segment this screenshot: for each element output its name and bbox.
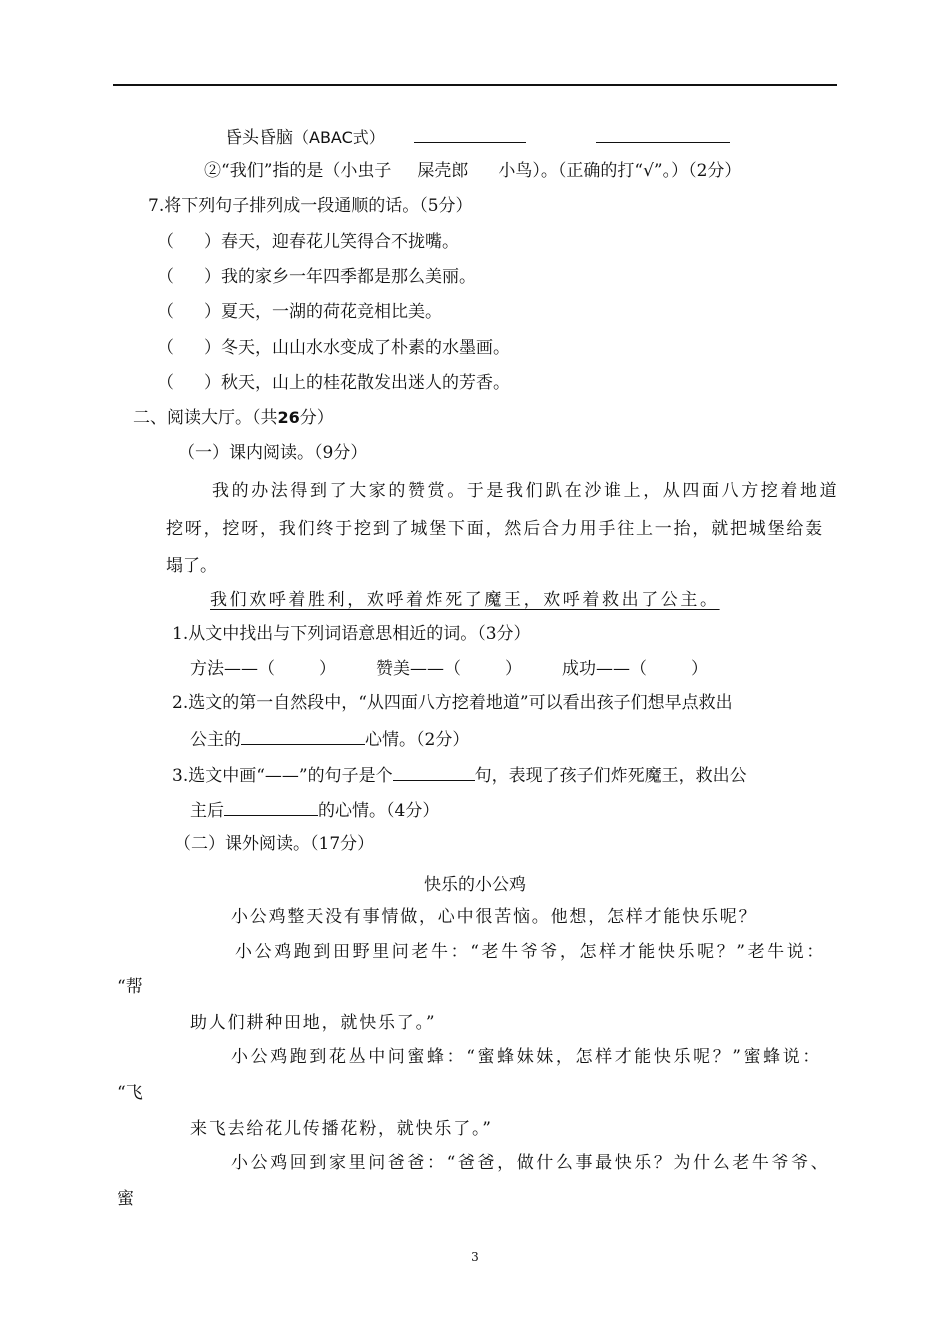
list-item: （ ）夏天，一湖的荷花竞相比美。 — [157, 302, 442, 322]
list-item: （ ）冬天，山山水水变成了朴素的水墨画。 — [157, 338, 510, 358]
passage-line: 我的办法得到了大家的赞赏。于是我们趴在沙谁上，从四面八方挖着地道 — [212, 481, 840, 501]
story-line: 小公鸡跑到花丛中问蜜蜂：“蜜蜂妹妹，怎样才能快乐呢？”蜜蜂说： — [231, 1047, 822, 1067]
part1-title: （一）课内阅读。（9分） — [178, 443, 368, 463]
q6-sub2: ②“我们”指的是（小虫子 屎壳郎 小鸟）。（正确的打“√”。）（2分） — [204, 161, 742, 181]
story-title: 快乐的小公鸡 — [424, 875, 526, 895]
question-2: 2.选文的第一自然段中，“从四面八方挖着地道”可以看出孩子们想早点救出 — [172, 693, 733, 713]
question-1-words: 方法——（ ） 赞美——（ ） 成功——（ ） — [190, 659, 708, 679]
question-3-line2: 主后 的心情。（4分） — [190, 801, 440, 821]
answer-blank[interactable] — [241, 728, 365, 745]
answer-blank[interactable] — [224, 799, 318, 816]
answer-blank[interactable] — [393, 764, 475, 781]
list-item: （ ）我的家乡一年四季都是那么美丽。 — [157, 267, 476, 287]
answer-blank[interactable] — [414, 126, 526, 143]
story-line: 小公鸡跑到田野里问老牛：“老牛爷爷，怎样才能快乐呢？”老牛说： — [235, 942, 826, 962]
passage-line: 挖呀，挖呀，我们终于挖到了城堡下面，然后合力用手往上一抬，就把城堡给轰 — [166, 519, 824, 539]
list-item: （ ）春天，迎春花儿笑得合不拢嘴。 — [157, 232, 459, 252]
underlined-sentence: 我们欢呼着胜利，欢呼着炸死了魔王，欢呼着救出了公主。 — [210, 590, 720, 610]
list-item: （ ）秋天，山上的桂花散发出迷人的芳香。 — [157, 373, 510, 393]
question-2-line2: 公主的 心情。（2分） — [190, 730, 470, 750]
story-line: 小公鸡整天没有事情做，心中很苦恼。他想，怎样才能快乐呢？ — [231, 907, 758, 927]
passage-line: 塌了。 — [166, 556, 217, 576]
story-line: “帮 — [117, 977, 143, 997]
question-3: 3.选文中画“——”的句子是个 句，表现了孩子们炸死魔王，救出公 — [172, 766, 747, 786]
story-line: “飞 — [117, 1083, 143, 1103]
header-rule — [113, 84, 837, 86]
story-line: 蜜 — [117, 1189, 134, 1209]
story-line: 来飞去给花儿传播花粉，就快乐了。” — [190, 1119, 493, 1139]
page-number: 3 — [471, 1250, 479, 1264]
q7-title: 7.将下列句子排列成一段通顺的话。（5分） — [148, 196, 473, 216]
story-line: 助人们耕种田地，就快乐了。” — [190, 1013, 437, 1033]
question-1: 1.从文中找出与下列词语意思相近的词。（3分） — [172, 624, 531, 644]
answer-blank[interactable] — [596, 126, 730, 143]
q6-item: 昏头昏脑（ABAC式） — [225, 126, 730, 148]
section-title: 二、阅读大厅。（共26分） — [133, 408, 334, 428]
part2-title: （二）课外阅读。（17分） — [174, 834, 375, 854]
story-line: 小公鸡回到家里问爸爸：“爸爸，做什么事最快乐？为什么老牛爷爷、 — [231, 1153, 831, 1173]
